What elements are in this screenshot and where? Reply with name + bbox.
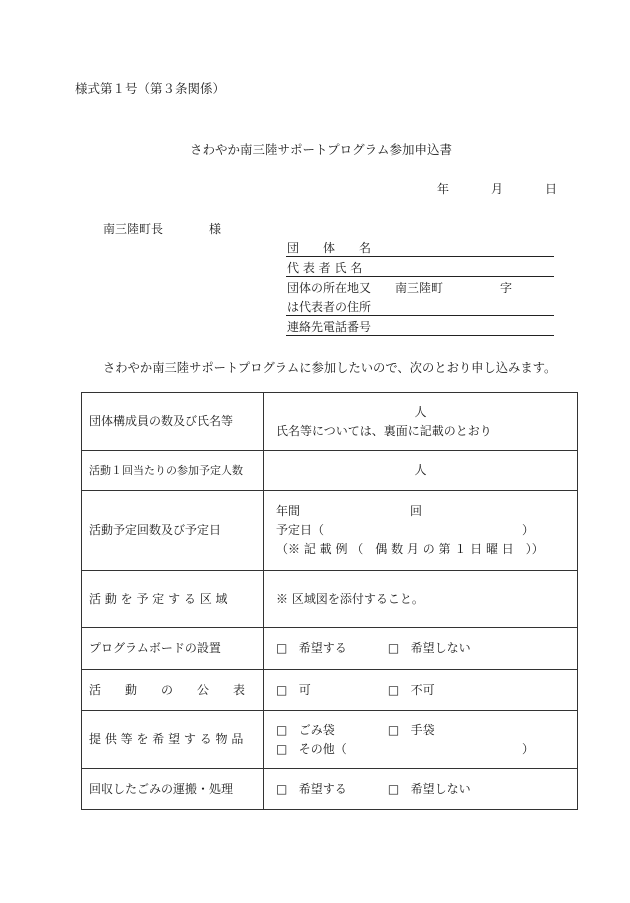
form-number: 様式第１号（第３条関係） xyxy=(75,81,226,96)
representative-line[interactable] xyxy=(286,276,554,277)
checkbox-icon[interactable]: □ xyxy=(387,781,400,796)
date-month: 月 xyxy=(491,182,504,196)
row-members xyxy=(82,393,578,451)
date-year: 年 xyxy=(437,182,450,196)
board-yes-label: 希望する xyxy=(298,641,347,656)
supplies-other-label: その他（ xyxy=(298,741,347,756)
row-participants xyxy=(82,451,578,491)
checkbox-icon[interactable]: □ xyxy=(276,722,288,737)
participants-unit: 人 xyxy=(414,463,427,478)
members-note: 氏名等については、裏面に記載のとおり xyxy=(276,423,492,438)
addressee-honorific: 様 xyxy=(209,222,222,236)
checkbox-icon[interactable]: □ xyxy=(276,682,288,697)
board-label: プログラムボードの設置 xyxy=(82,628,264,670)
schedule-planned-open: 予定日（ xyxy=(276,523,325,538)
supplies-bags-label: ごみ袋 xyxy=(298,722,335,737)
checkbox-icon[interactable]: □ xyxy=(387,722,400,737)
area-label: 活 動 を 予 定 す る 区 域 xyxy=(82,571,264,628)
supplies-label: 提 供 等 を 希 望 す る 物 品 xyxy=(82,711,264,769)
members-label: 団体構成員の数及び氏名等 xyxy=(82,393,264,451)
schedule-label: 活動予定回数及び予定日 xyxy=(82,491,264,571)
supplies-option-other[interactable] xyxy=(276,740,577,759)
phone-line[interactable] xyxy=(286,335,554,336)
supplies-option-bags[interactable] xyxy=(276,721,384,740)
group-name-label: 団 体 名 xyxy=(287,241,372,255)
participants-label: 活動１回当たりの参加予定人数 xyxy=(82,451,264,491)
addressee-name: 南三陸町長 xyxy=(103,222,164,236)
garbage-option-no[interactable] xyxy=(388,780,471,799)
schedule-value[interactable] xyxy=(264,491,578,571)
row-schedule xyxy=(82,491,578,571)
supplies-other-close: ） xyxy=(522,741,535,756)
schedule-times: 回 xyxy=(410,504,423,519)
checkbox-icon[interactable]: □ xyxy=(276,641,288,656)
supplies-value xyxy=(264,711,578,769)
garbage-no-label: 希望しない xyxy=(410,781,471,796)
representative-label: 代 表 者 氏 名 xyxy=(287,261,363,275)
form-title: さわやか南三陸サポートプログラム参加申込書 xyxy=(190,142,453,157)
members-value[interactable] xyxy=(264,393,578,451)
checkbox-icon[interactable]: □ xyxy=(387,641,400,656)
intro-text: さわやか南三陸サポートプログラムに参加したいので、次のとおり申し込みます。 xyxy=(103,361,557,375)
garbage-option-yes[interactable] xyxy=(276,780,384,799)
publicity-label: 活 動 の 公 表 xyxy=(82,670,264,711)
schedule-annual: 年間 xyxy=(276,504,301,519)
checkbox-icon[interactable]: □ xyxy=(276,781,288,796)
row-board xyxy=(82,628,578,670)
participants-value[interactable] xyxy=(264,451,578,491)
address-label-2: は代表者の住所 xyxy=(287,300,372,314)
supplies-gloves-label: 手袋 xyxy=(410,722,435,737)
board-option-yes[interactable] xyxy=(276,639,384,658)
board-no-label: 希望しない xyxy=(410,641,471,656)
publicity-value xyxy=(264,670,578,711)
address-town: 南三陸町 xyxy=(395,281,444,295)
address-label-1: 団体の所在地又 xyxy=(287,281,372,295)
schedule-example: （※ 記 載 例 （ 偶 数 月 の 第 １ 日 曜 日 ）） xyxy=(276,542,544,557)
schedule-planned-close: ） xyxy=(522,523,535,538)
supplies-option-gloves[interactable] xyxy=(388,721,435,740)
address-line[interactable] xyxy=(286,315,554,316)
row-supplies xyxy=(82,711,578,769)
publicity-yes-label: 可 xyxy=(298,682,311,697)
publicity-no-label: 不可 xyxy=(410,682,435,697)
members-unit: 人 xyxy=(414,404,427,419)
publicity-option-no[interactable] xyxy=(388,681,435,700)
date-day: 日 xyxy=(545,182,558,196)
area-value xyxy=(264,571,578,628)
garbage-value xyxy=(264,769,578,810)
row-publicity xyxy=(82,670,578,711)
publicity-option-yes[interactable] xyxy=(276,681,384,700)
application-table xyxy=(81,392,578,810)
row-area xyxy=(82,571,578,628)
address-aza: 字 xyxy=(500,281,513,295)
board-value xyxy=(264,628,578,670)
group-name-line[interactable] xyxy=(286,256,554,257)
area-note: ※ 区域図を添付すること。 xyxy=(276,591,424,606)
garbage-label: 回収したごみの運搬・処理 xyxy=(82,769,264,810)
garbage-yes-label: 希望する xyxy=(298,781,347,796)
checkbox-icon[interactable]: □ xyxy=(387,682,400,697)
checkbox-icon[interactable]: □ xyxy=(276,741,288,756)
board-option-no[interactable] xyxy=(388,639,471,658)
phone-label: 連絡先電話番号 xyxy=(287,320,372,334)
row-garbage xyxy=(82,769,578,810)
